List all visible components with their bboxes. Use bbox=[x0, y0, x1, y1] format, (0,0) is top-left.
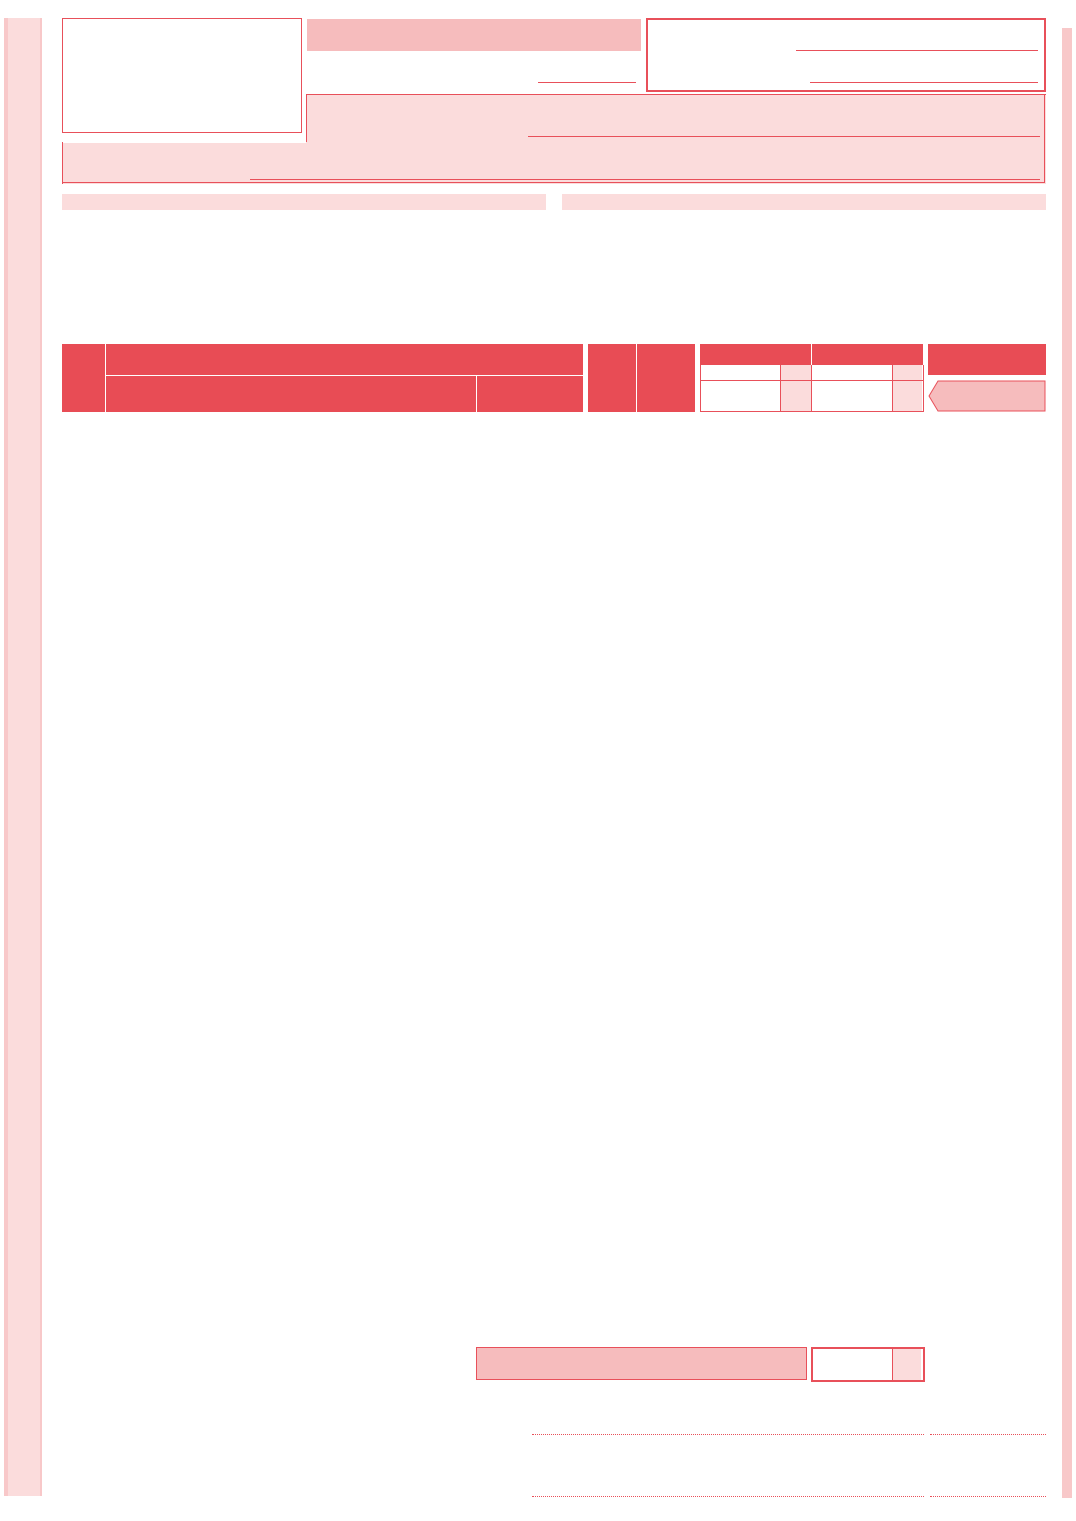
strona-field[interactable] bbox=[538, 82, 636, 83]
wartosc-header bbox=[812, 344, 923, 365]
jedn-header bbox=[588, 344, 636, 412]
ilosc-header bbox=[636, 344, 695, 412]
side-stripe-inner bbox=[8, 18, 40, 1496]
price-subheader bbox=[700, 365, 924, 412]
razem-box bbox=[476, 1347, 807, 1380]
wycenil-name-field[interactable] bbox=[532, 1434, 924, 1435]
rodzaj-box bbox=[646, 18, 1046, 92]
lp-header bbox=[62, 344, 105, 412]
right-stripe bbox=[1062, 28, 1072, 1498]
rodzaj-field[interactable] bbox=[796, 50, 1038, 51]
title-bar bbox=[307, 19, 641, 51]
nazwa-field[interactable] bbox=[250, 179, 1040, 180]
wycenil-signature-field[interactable] bbox=[930, 1434, 1046, 1435]
sprawdzil-name-field[interactable] bbox=[532, 1496, 924, 1497]
committee-left-header bbox=[62, 194, 546, 210]
cecha-header bbox=[476, 375, 583, 412]
nazwa-header bbox=[105, 375, 476, 412]
sprawdzil-signature-field[interactable] bbox=[930, 1496, 1046, 1497]
cena-header bbox=[700, 344, 811, 365]
committee-right-header bbox=[562, 194, 1046, 210]
info-border bbox=[62, 94, 1045, 183]
z-przeniesienia-arrow bbox=[928, 380, 1046, 412]
przedmiot-header bbox=[105, 344, 583, 375]
uwagi-header bbox=[928, 344, 1046, 375]
sposob-field[interactable] bbox=[810, 82, 1038, 83]
imie-field[interactable] bbox=[528, 136, 1040, 137]
